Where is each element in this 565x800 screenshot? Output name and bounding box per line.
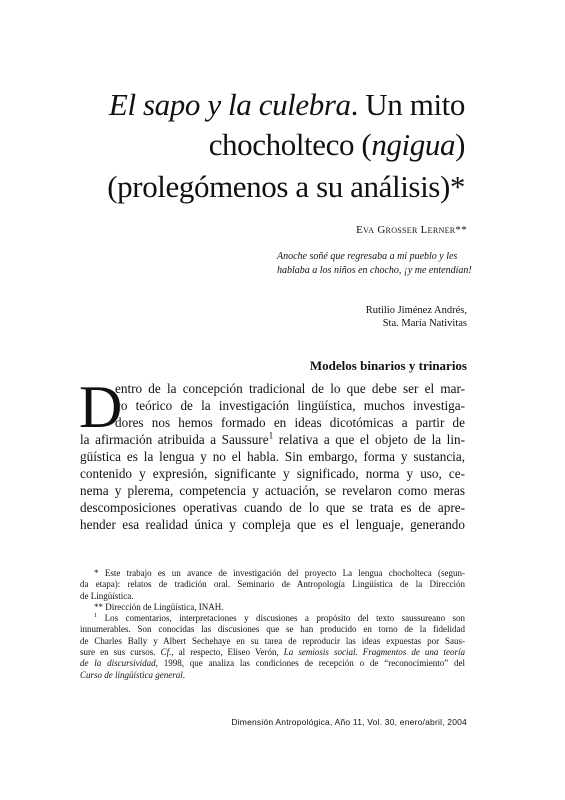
footnote-text: Los comentarios, interpretaciones y discusiones a propósito del texto saussureano son xyxy=(104,613,466,624)
footnote-line: de Charles Bally y Albert Sechehaye en su tarea de reproducir las ideas expuestas por Saus- xyxy=(80,635,465,646)
epigraph-author: Rutilio Jiménez Andrés, xyxy=(365,305,467,316)
section-heading: Modelos binarios y trinarios xyxy=(309,358,467,373)
article-subtitle: (prolegómenos a su análisis)* xyxy=(107,169,465,204)
page-footer: Dimensión Antropológica, Año 11, Vol. 30, enero/abril, 2004 xyxy=(231,717,467,727)
article-title-line-1 xyxy=(109,84,465,125)
title-italic-word: ngigua xyxy=(371,127,456,162)
body-line: hender esa realidad única y compleja que es el lenguaje, generando xyxy=(80,517,465,532)
title-italic-part: El sapo y la culebra xyxy=(108,87,351,122)
article-title-line-2 xyxy=(209,124,465,165)
body-line: co teórico de la investigación lingüística, muchos investiga- xyxy=(115,398,465,413)
body-line: contenido y expresión, significante y significado, norma y uso, ce- xyxy=(80,466,465,481)
footnote-cf: Cf. xyxy=(160,647,172,658)
body-line-with-ref xyxy=(80,431,465,448)
title-pre: chocholteco ( xyxy=(208,127,372,162)
body-line: entro de la concepción tradicional de lo que debe ser el mar- xyxy=(115,381,465,396)
footnote-marker: 1 xyxy=(94,612,98,620)
footnote-line: de Lingüística. xyxy=(80,590,134,601)
author-name: Eva Grosser Lerner** xyxy=(356,224,467,236)
body-line: dores nos hemos formado en ideas dicotómicas a partir de xyxy=(115,415,465,430)
footnote-line xyxy=(80,670,465,681)
footnote-text: sure en sus cursos. xyxy=(80,647,156,658)
footnote-book-title: La semiosis social. Fragmentos de una teoría xyxy=(283,647,465,658)
epigraph-text: Anoche soñé que regresaba a mi pueblo y les hablaba a los niños en chocho, ¡y me entendían! xyxy=(277,251,472,276)
body-paragraph xyxy=(79,374,465,533)
epigraph-place: Sta. María Nativitas xyxy=(382,318,467,329)
footnote-book-title: Curso de lingüística general xyxy=(80,669,183,680)
footnote-line: ** Dirección de Lingüística, INAH. xyxy=(94,601,224,612)
footnote-text: . xyxy=(182,669,185,680)
title-rest-part: . Un mito xyxy=(350,87,465,122)
footnotes xyxy=(80,568,465,681)
footnote-line: * Este trabajo es un avance de investigación del proyecto La lengua chocholteca (segun- xyxy=(94,568,465,578)
footnote-line xyxy=(80,647,465,658)
body-line: descomposiciones operativas cuando de lo que se trata es de apre- xyxy=(80,500,465,515)
body-line-part: la afirmación atribuida a Saussure xyxy=(80,432,269,447)
footnote-text: , 1998, que analiza las condiciones de recepción o de “reconocimiento” del xyxy=(155,658,466,669)
footnote-line: da etapa): relatos de tradición oral. Seminario de Antropología Lingüística de la Dirección xyxy=(80,579,465,590)
footnote-text: , al respecto, Eliseo Verón, xyxy=(171,647,279,658)
footnote-line xyxy=(80,613,465,624)
body-line: nema y plerema, competencia y actuación, se revelaron como meras xyxy=(80,483,465,498)
footnote-line xyxy=(80,658,465,669)
footnote-book-title: de la discursividad xyxy=(80,658,156,669)
body-line: güística es la lengua y no el habla. Sin embargo, forma y sustancia, xyxy=(80,449,465,464)
title-post: ) xyxy=(455,127,465,162)
body-line-part: relativa a que el objeto de la lin- xyxy=(278,432,465,447)
drop-cap: D xyxy=(79,374,123,440)
footnote-line: innumerables. Son conocidas las discusiones que se han producido en torno de la fidelidad xyxy=(80,624,465,635)
footnote-ref: 1 xyxy=(268,430,274,441)
